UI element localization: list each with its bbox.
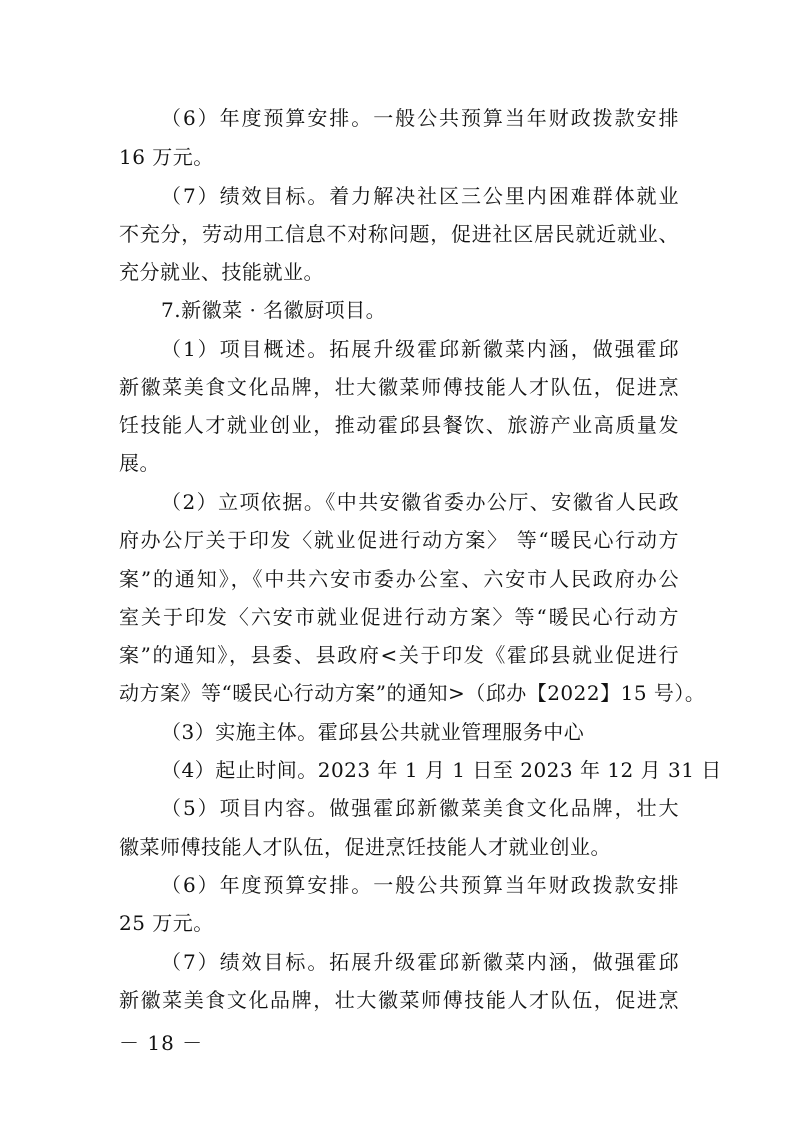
text-line: 25 万元。 bbox=[119, 911, 214, 935]
text-line: （4）起止时间。2023 年 1 月 1 日至 2023 年 12 月 31 日 bbox=[161, 758, 722, 782]
page-number: － 18 － bbox=[119, 1031, 204, 1055]
text-line: 案”的通知》，《中共六安市委办公室、六安市人民政府办公 bbox=[119, 567, 679, 591]
text-line: 不充分，劳动用工信息不对称问题，促进社区居民就近就业、 bbox=[119, 222, 679, 246]
text-line: （6）年度预算安排。一般公共预算当年财政拨款安排 bbox=[161, 873, 679, 897]
text-line: （5）项目内容。做强霍邱新徽菜美食文化品牌，壮大 bbox=[161, 796, 679, 820]
text-line: 展。 bbox=[119, 451, 160, 475]
text-line: 新徽菜美食文化品牌，壮大徽菜师傅技能人才队伍，促进烹 bbox=[119, 375, 679, 399]
text-line: （3）实施主体。霍邱县公共就业管理服务中心 bbox=[161, 720, 585, 744]
text-line: 室关于印发〈六安市就业促进行动方案〉等“暖民心行动方 bbox=[119, 605, 679, 629]
text-line: 饪技能人才就业创业，推动霍邱县餐饮、旅游产业高质量发 bbox=[119, 413, 679, 437]
text-line: 动方案》等“暖民心行动方案”的通知>（邱办【2022】15 号）。 bbox=[119, 681, 706, 705]
text-line: 府办公厅关于印发〈就业促进行动方案〉 等“暖民心行动方 bbox=[119, 528, 679, 552]
text-line: 16 万元。 bbox=[119, 145, 214, 169]
text-line: 案”的通知》，县委、县政府<关于印发《霍邱县就业促进行 bbox=[119, 643, 679, 667]
text-line: （6）年度预算安排。一般公共预算当年财政拨款安排 bbox=[161, 106, 679, 130]
text-line: （1）项目概述。拓展升级霍邱新徽菜内涵，做强霍邱 bbox=[161, 337, 679, 361]
text-line: （2）立项依据。《中共安徽省委办公厅、安徽省人民政 bbox=[161, 490, 679, 514]
text-line: 新徽菜美食文化品牌，壮大徽菜师傅技能人才队伍，促进烹 bbox=[119, 988, 679, 1012]
text-line: （7）绩效目标。着力解决社区三公里内困难群体就业 bbox=[161, 184, 679, 208]
section-heading: 7.新徽菜 · 名徽厨项目。 bbox=[161, 298, 387, 322]
text-line: 充分就业、技能就业。 bbox=[119, 260, 324, 284]
text-line: （7）绩效目标。拓展升级霍邱新徽菜内涵，做强霍邱 bbox=[161, 950, 679, 974]
text-line: 徽菜师傅技能人才队伍，促进烹饪技能人才就业创业。 bbox=[119, 835, 611, 859]
